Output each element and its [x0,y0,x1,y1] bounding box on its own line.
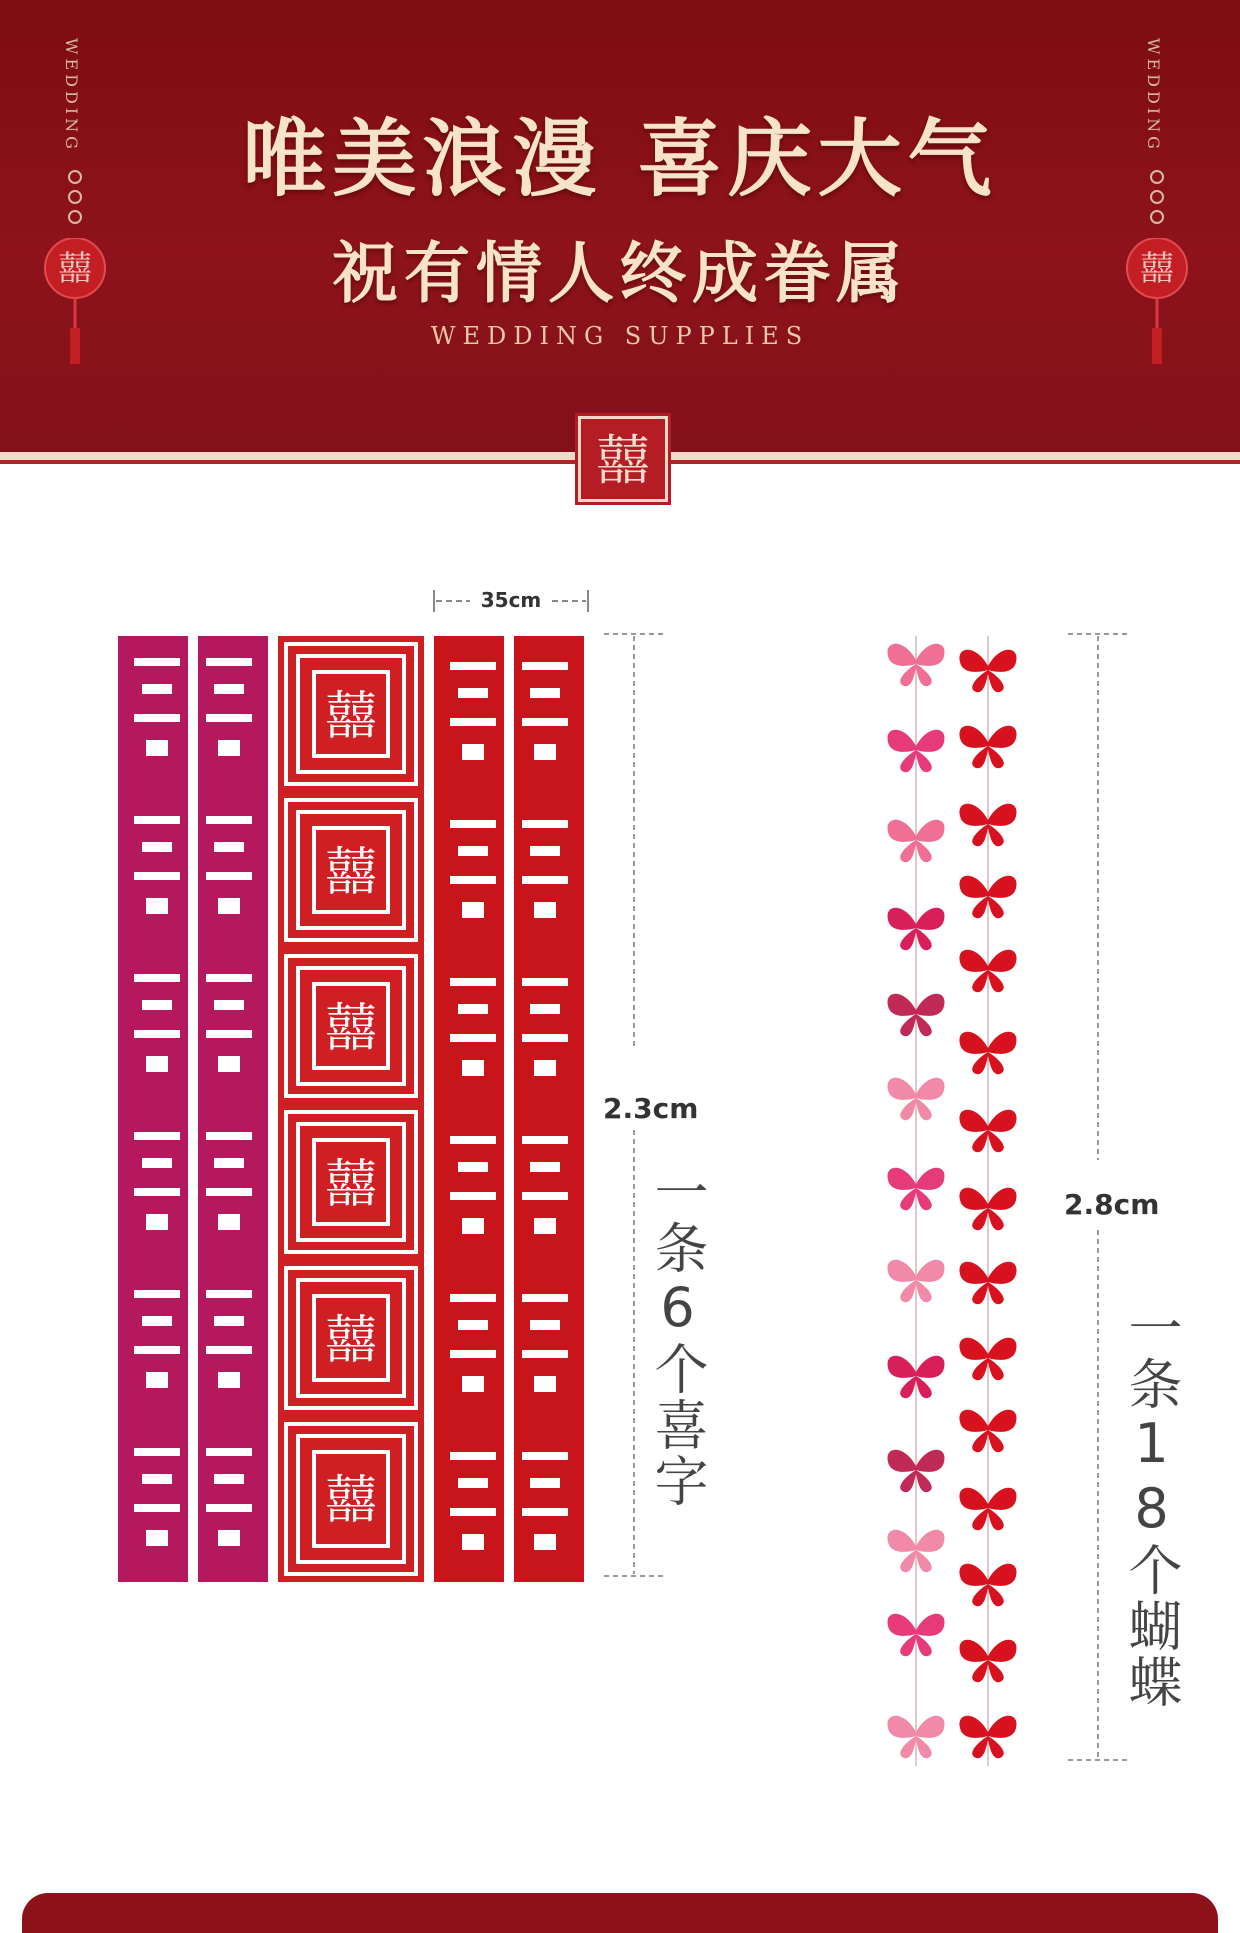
svg-text:囍: 囍 [324,843,378,903]
bottom-banner [22,1893,1218,1933]
side-text-right: WEDDING [1144,38,1163,153]
svg-text:囍: 囍 [58,249,92,289]
width-label: 35cm [480,588,542,612]
banner-height-label: 2.3cm [603,1092,699,1125]
svg-text:囍: 囍 [324,687,378,747]
wedding-supplies-label: WEDDING SUPPLIES [430,322,810,350]
headline: 唯美浪漫 喜庆大气 [242,110,998,208]
banner-caption: 一条6个喜字 [646,1164,709,1509]
double-happiness-emblem-icon [578,416,668,502]
side-text-left: WEDDING [62,38,81,153]
butterfly-height-label: 2.8cm [1064,1188,1160,1221]
svg-text:囍: 囍 [324,1311,378,1371]
butterfly-strings [880,636,1040,1766]
svg-text:囍: 囍 [324,1471,378,1531]
sub-headline: 祝有情人终成眷属 [332,235,908,312]
svg-text:囍: 囍 [324,999,378,1059]
lattice-double-happiness-banner [278,636,424,1582]
red-double-happiness-banner [434,636,584,1582]
svg-text:囍: 囍 [1140,249,1174,289]
svg-text:囍: 囍 [596,429,650,492]
magenta-double-happiness-banner [118,636,268,1582]
svg-text:囍: 囍 [324,1155,378,1215]
butterfly-caption: 一条18个蝴蝶 [1120,1300,1183,1710]
